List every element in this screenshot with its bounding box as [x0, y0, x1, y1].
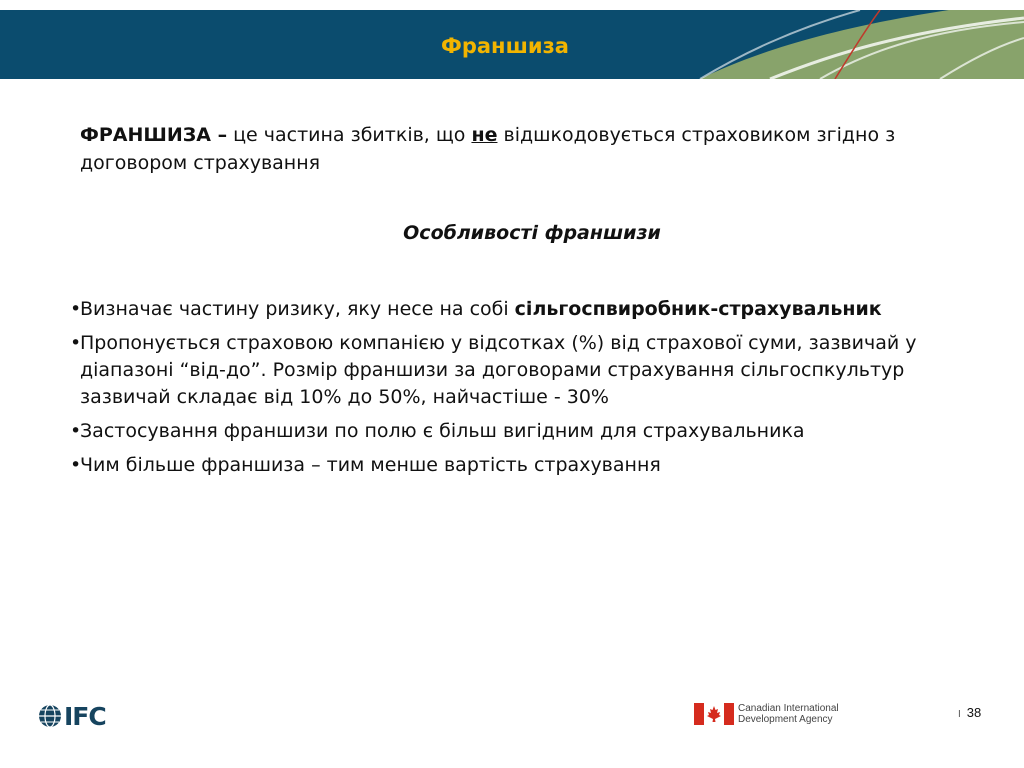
page-separator: I: [958, 709, 961, 720]
bullet-text: Визначає частину ризику, яку несе на собі: [80, 298, 515, 320]
list-item: [70, 418, 960, 445]
ifc-logo-text: IFC: [64, 701, 106, 731]
bullet-bold-text: сільгоспвиробник-страхувальник: [514, 298, 882, 320]
cida-text: [738, 703, 839, 725]
list-item: [70, 452, 960, 479]
definition-emphasis: не: [471, 124, 498, 146]
cida-logo: [694, 700, 839, 728]
bullet-marker: •: [70, 454, 82, 476]
canadian-flag-icon: [694, 703, 734, 725]
features-list: [70, 296, 960, 486]
definition-text-2: відшкодовується страховиком згідно з договором страхування: [80, 124, 896, 174]
bullet-text: Застосування франшизи по полю є більш вигідним для страхувальника: [80, 420, 805, 442]
bullet-text: Пропонується страховою компанією у відсотках (%) від страхової суми, зазвичай у діапазоні “від-до”. Розмір франшизи за договорами страхування сільгоспкультур зазвичай складає від 10% до 50%, найчастіше - 30%: [80, 332, 917, 408]
features-subtitle: Особливості франшизи: [403, 222, 661, 244]
page-number: 38: [966, 705, 982, 720]
cida-line-1: Canadian International: [738, 703, 839, 714]
page-number-area: [958, 705, 981, 720]
bullet-marker: •: [70, 420, 82, 442]
definition-term: ФРАНШИЗА –: [80, 124, 228, 146]
bullet-marker: •: [70, 332, 82, 354]
globe-icon: [38, 704, 62, 728]
definition-paragraph: [80, 121, 960, 177]
definition-text-1: це частина збитків, що: [227, 124, 472, 146]
list-item: [70, 330, 960, 411]
bullet-marker: •: [70, 298, 82, 320]
slide-header: [0, 10, 1024, 79]
cida-line-2: Development Agency: [738, 714, 833, 725]
bullet-text: Чим більше франшиза – тим менше вартість страхування: [80, 454, 661, 476]
slide-title: Франшиза: [441, 34, 569, 58]
list-item: [70, 296, 960, 323]
ifc-logo: [38, 702, 106, 730]
